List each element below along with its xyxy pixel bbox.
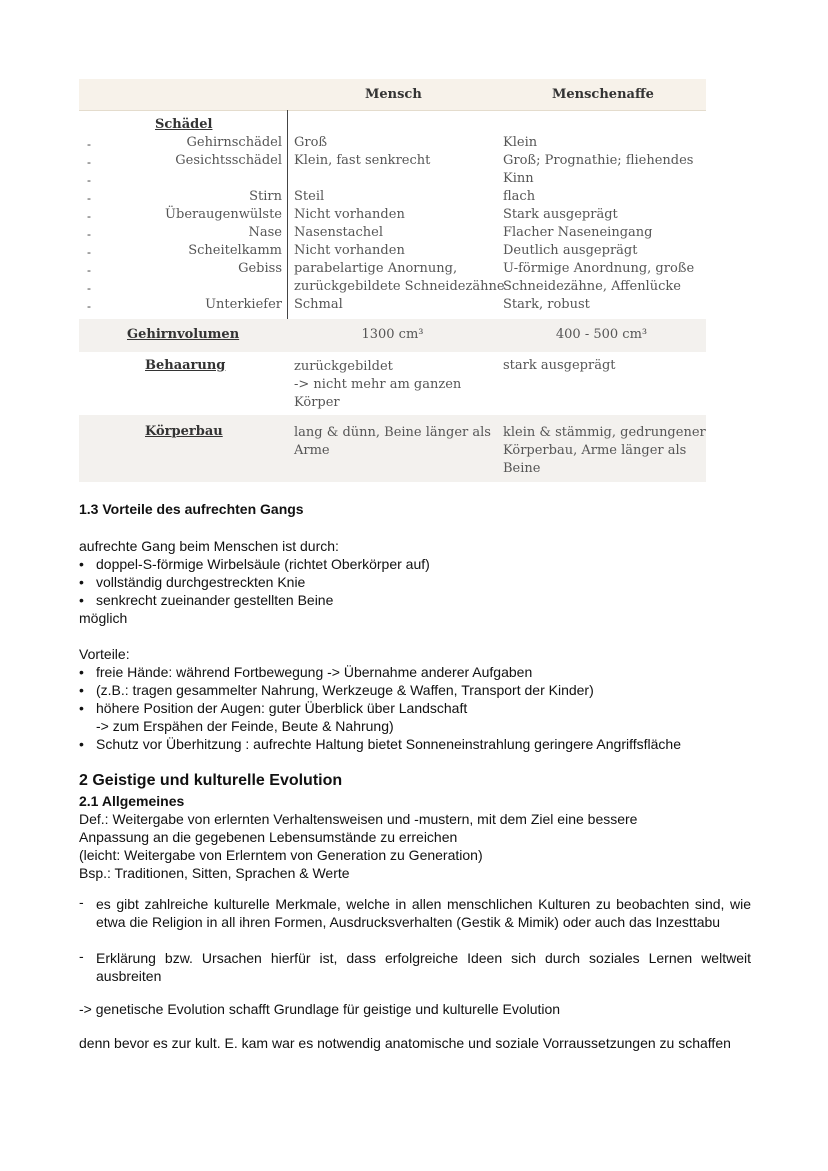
skull-label: Schädel [155, 117, 213, 132]
table-header [79, 79, 706, 111]
row-label: Scheitelkamm [188, 243, 282, 258]
human-body-build: lang & dünn, Beine länger als Arme [294, 425, 491, 458]
ape-value: Groß; Prognathie; fliehendes [503, 153, 694, 168]
definition-line: (leicht: Weitergabe von Erlerntem von Generation zu Generation) [79, 847, 483, 863]
ape-hair: stark ausgeprägt [503, 358, 616, 373]
ape-value: flach [503, 189, 536, 204]
human-value: Nasenstachel [294, 225, 384, 240]
human-value: Steil [294, 189, 325, 204]
row-label: Nase [248, 225, 282, 240]
possible-text: möglich [79, 610, 128, 626]
intro-text: aufrechte Gang beim Menschen ist durch: [79, 538, 339, 554]
brain-volume-row [79, 319, 706, 352]
ape-value: Schneidezähne, Affenlücke [503, 279, 681, 294]
definition-line: Anpassung an die gegebenen Lebensumstände zu erreichen [79, 829, 458, 845]
body-build-row [79, 415, 706, 482]
document-page: Mensch Menschenaffe Schädel - Gehirnschädel Groß Klein - Gesichtsschädel Klein, fast senkrecht Groß; Prognathie; fliehendes - Kinn - Stirn Steil flach - Überaugenwülste Nicht vorhanden Stark ausgeprägt - Nase Nasenstachel Flacher Naseneingang - Scheitelkamm Nicht vorhanden Deutlich ausgeprägt - Gebiss parabelartige Anornung, U-förmige Anordnung, große - zurückgebildete Schneidezähne Schneidezähne, Affenlücke - Unterkiefer Schmal Stark, robust Gehirnvolumen 1300 cm³ 400 - 500 cm³ Behaarung zurückgebildet -> nicht mehr am ganzen Körper stark ausgeprägt Körperbau lang & dünn, Beine länger als Arme klein & stämmig, gedrungener Körperbau, Arme länger als Beine 1.3 Vorteile des aufrechten Gangs aufrechte Gang beim Menschen ist durch: • doppel-S-förmige Wirbelsäule (richtet Oberkörper auf) • vollständig durchgestreckten Knie • senkrecht zueinander gestellten Beine möglich Vorteile: • freie Hände: während Fortbewegung -> Übernahme anderer Aufgaben • (z.B.: tragen gesammelter Nahrung, Werkzeuge & Waffen, Transport der Kinder) • höhere Position der Augen: guter Überblick über Landschaft -> zum Erspähen der Feinde, Beute & Nahrung) • Schutz vor Überhitzung : aufrechte Haltung bietet Sonneneinstrahlung geringere Angriffsfläche 2 Geistige und kulturelle Evolution 2.1 Allgemeines Def.: Weitergabe von erlernten Verhaltensweisen und -mustern, mit dem Ziel eine bessere Anpassung an die gegebenen Lebensumstände zu erreichen (leicht: Weitergabe von Erlerntem von Generation zu Generation) Bsp.: Traditionen, Sitten, Sprachen & Werte - es gibt zahlreiche kulturelle Merkmale, welche in allen menschlichen Kulturen zu beobachten sind, wie etwa die Religion in all ihren Formen, Ausdrucksverhalten (Gestik & Mimik) oder auch das Inzesttabu - Erklärung bzw. Ursachen hierfür ist, dass erfolgreiche Ideen sich durch soziales Lernen weltweit ausbreiten -> genetische Evolution schafft Grundlage für geistige und kulturelle Evolution denn bevor es zur kult. E. kam war es notwendig anatomische und soziale Vorraussetzungen zu schaffen [0, 0, 828, 1171]
body-build-label: Körperbau [145, 424, 223, 439]
list-item: - Erklärung bzw. Ursachen hierfür ist, dass erfolgreiche Ideen sich durch soziales Lernen weltweit ausbreiten [79, 948, 751, 984]
table-divider [287, 110, 288, 329]
section-heading-2: 2 Geistige und kulturelle Evolution [79, 772, 343, 789]
ape-brain-volume: 400 - 500 cm³ [555, 327, 648, 342]
hair-label: Behaarung [145, 358, 226, 373]
ape-body-build: klein & stämmig, gedrungener Körperbau, Arme länger als Beine [503, 425, 706, 476]
human-value: Schmal [294, 297, 343, 312]
human-value: Klein, fast senkrecht [294, 153, 431, 168]
row-label: Überaugenwülste [165, 207, 282, 222]
ape-value: Flacher Naseneingang [503, 225, 653, 240]
human-value: Nicht vorhanden [294, 243, 405, 258]
human-hair: zurückgebildet -> nicht mehr am ganzen Körper [294, 359, 462, 410]
human-value: Nicht vorhanden [294, 207, 405, 222]
ape-value: Kinn [503, 171, 534, 186]
human-value: Groß [294, 135, 328, 150]
row-label: Stirn [249, 189, 282, 204]
conclusion-text: -> genetische Evolution schafft Grundlage für geistige und kulturelle Evolution [79, 1001, 561, 1017]
row-label: Gehirnschädel [186, 135, 282, 150]
human-value: parabelartige Anornung, [294, 261, 458, 276]
human-brain-volume: 1300 cm³ [361, 327, 424, 342]
human-value: zurückgebildete Schneidezähne [294, 279, 505, 294]
ape-value: Deutlich ausgeprägt [503, 243, 638, 258]
section-heading-2-1: 2.1 Allgemeines [79, 793, 185, 809]
definition-line: Bsp.: Traditionen, Sitten, Sprachen & Werte [79, 865, 350, 881]
header-ape: Menschenaffe [552, 87, 654, 102]
section-heading-1-3: 1.3 Vorteile des aufrechten Gangs [79, 501, 304, 517]
row-label: Gesichtsschädel [175, 153, 282, 168]
header-human: Mensch [365, 87, 422, 102]
ape-value: U-förmige Anordnung, große [503, 261, 695, 276]
final-text: denn bevor es zur kult. E. kam war es notwendig anatomische und soziale Vorraussetzungen zu schaffen [79, 1035, 731, 1051]
row-label: Gebiss [238, 261, 282, 276]
list-item: - es gibt zahlreiche kulturelle Merkmale, welche in allen menschlichen Kulturen zu beobachten sind, wie etwa die Religion in all ihren Formen, Ausdrucksverhalten (Gestik & Mimik) oder auch das Inzesttabu [79, 894, 751, 930]
ape-value: Klein [503, 135, 538, 150]
brain-volume-label: Gehirnvolumen [127, 327, 240, 342]
definition-line: Def.: Weitergabe von erlernten Verhaltensweisen und -mustern, mit dem Ziel eine bessere [79, 811, 638, 827]
ape-value: Stark ausgeprägt [503, 207, 618, 222]
ape-value: Stark, robust [503, 297, 590, 312]
advantages-label: Vorteile: [79, 646, 130, 662]
row-label: Unterkiefer [205, 297, 282, 312]
